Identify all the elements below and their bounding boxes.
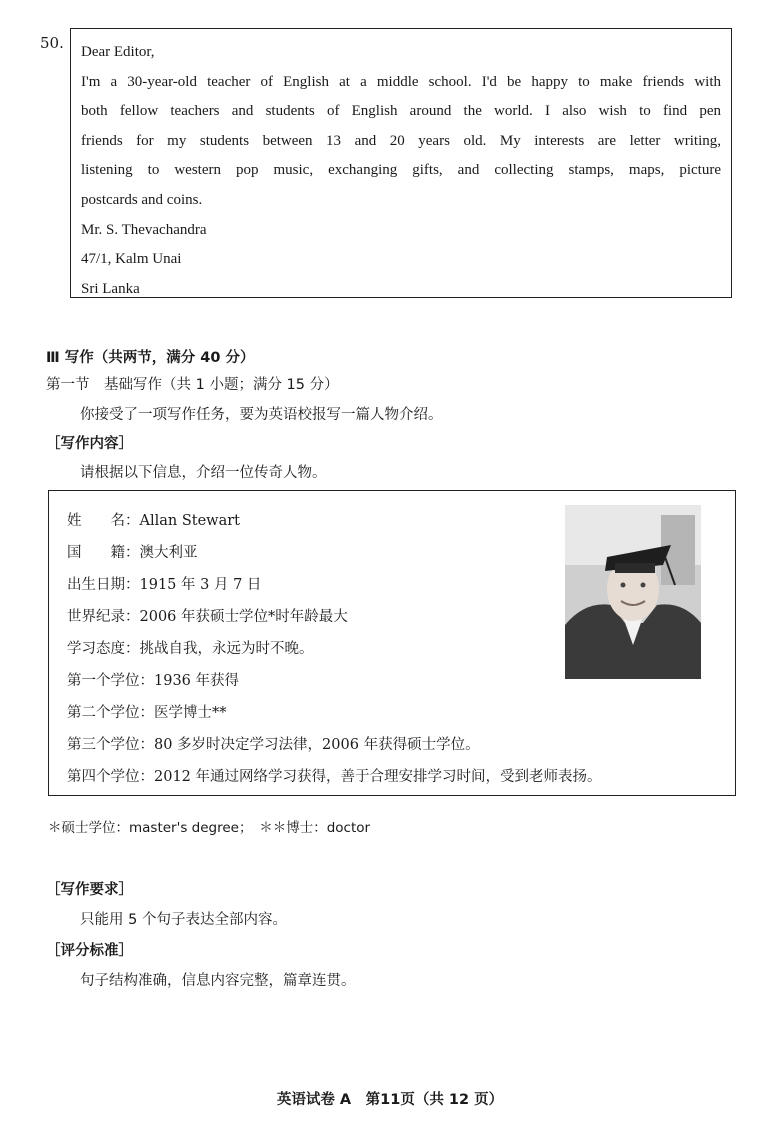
row-value: 1936 年获得 (154, 673, 240, 689)
criteria-heading: ［评分标准］ (46, 943, 133, 959)
row-value: 澳大利亚 (139, 545, 198, 561)
profile-row-degree-1 (67, 669, 239, 690)
letter-signature-name: Mr. S. Thevachandra (81, 221, 207, 238)
profile-row-attitude (67, 637, 314, 658)
letter-line: I'm a 30-year-old teacher of English at a middle school. I'd be happy to make friends with (81, 73, 721, 90)
profile-row-degree-3 (67, 733, 480, 754)
row-label: 第四个学位： (67, 769, 154, 785)
profile-row-degree-4 (67, 765, 602, 786)
criteria-text: 句子结构准确，信息内容完整，篇章连贯。 (80, 973, 356, 989)
row-label: 出生日期： (67, 577, 140, 593)
page-footer: 英语试卷 A 第11页（共 12 页） (276, 1092, 504, 1108)
row-value: Allan Stewart (139, 513, 240, 529)
row-value: 挑战自我，永远为时不晚。 (139, 641, 314, 657)
letter-box (70, 28, 732, 298)
requirements-heading: ［写作要求］ (46, 882, 133, 898)
section-heading: Ⅲ 写作（共两节，满分 40 分） (46, 350, 255, 366)
letter-line: listening to western pop music, exchanging gifts, and collecting stamps, maps, picture (81, 162, 721, 179)
profile-row-birthdate (67, 573, 261, 594)
portrait-illustration (565, 505, 701, 679)
row-value: 2006 年获硕士学位*时年龄最大 (139, 609, 348, 625)
row-label: 姓 名： (67, 513, 140, 529)
portrait-photo (565, 505, 701, 679)
row-label: 第三个学位： (67, 737, 154, 753)
letter-signature-country: Sri Lanka (81, 280, 140, 297)
footnote: ＊硕士学位：master's degree； ＊＊博士：doctor (48, 820, 371, 836)
row-value: 1915 年 3 月 7 日 (139, 577, 262, 593)
requirements-text: 只能用 5 个句子表达全部内容。 (80, 912, 287, 928)
row-value: 80 多岁时决定学习法律，2006 年获得硕士学位。 (154, 737, 480, 753)
letter-line: both fellow teachers and students of English around the world. I also wish to find pen (81, 103, 721, 120)
row-label: 学习态度： (67, 641, 140, 657)
content-heading: ［写作内容］ (46, 436, 133, 452)
row-label: 国 籍： (67, 545, 140, 561)
profile-row-degree-2 (67, 701, 227, 722)
profile-box (48, 490, 736, 796)
profile-row-world-record (67, 605, 348, 626)
letter-greeting: Dear Editor, (81, 44, 155, 60)
row-value: 2012 年通过网络学习获得，善于合理安排学习时间，受到老师表扬。 (154, 769, 602, 785)
letter-line: postcards and coins. (81, 191, 203, 208)
letter-signature-address: 47/1, Kalm Unai (81, 251, 182, 268)
question-number: 50. (40, 34, 64, 52)
task-description: 你接受了一项写作任务，要为英语校报写一篇人物介绍。 (80, 407, 443, 423)
letter-line: friends for my students between 13 and 20 years old. My interests are letter writing, (81, 132, 721, 149)
row-label: 世界纪录： (67, 609, 140, 625)
part1-title: 第一节 基础写作（共 1 小题；满分 15 分） (46, 377, 339, 393)
content-instruction: 请根据以下信息，介绍一位传奇人物。 (80, 465, 327, 481)
row-label: 第一个学位： (67, 673, 154, 689)
profile-row-nationality (67, 541, 198, 562)
row-value: 医学博士** (154, 705, 227, 721)
profile-row-name (67, 509, 240, 530)
row-label: 第二个学位： (67, 705, 154, 721)
